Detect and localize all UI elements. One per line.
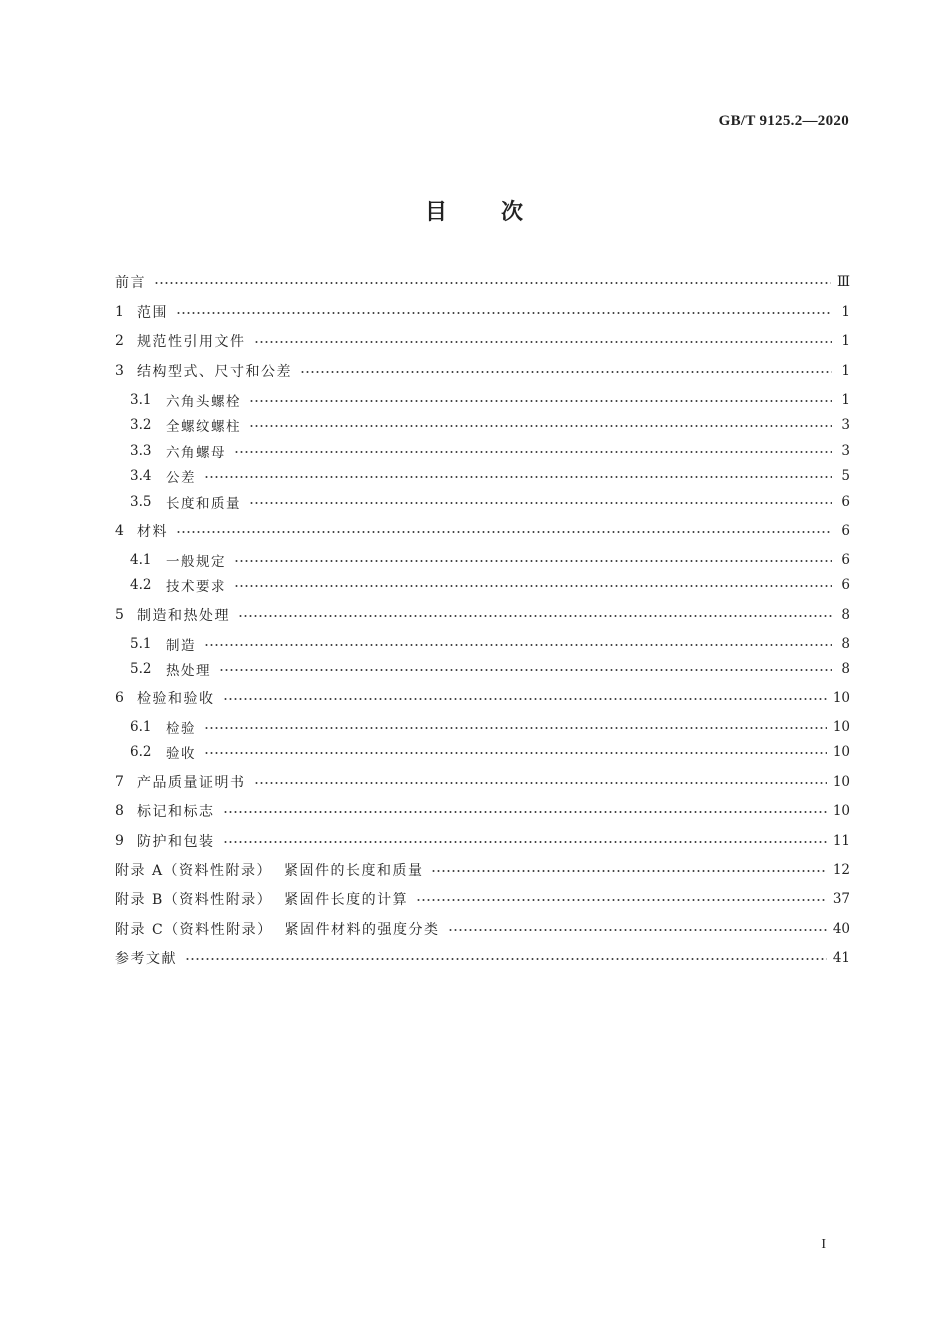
toc-leader [223, 841, 827, 843]
toc-leader [154, 282, 831, 284]
toc-leader [254, 341, 833, 343]
toc-page: 1 [841, 392, 850, 408]
toc-page: 10 [832, 719, 850, 735]
toc-number: 4.2 [130, 577, 152, 593]
toc-entry[interactable] [115, 770, 850, 794]
toc-number: 6.2 [130, 744, 152, 760]
toc-number: 3.1 [130, 392, 152, 408]
toc-label: 规范性引用文件 [137, 334, 246, 350]
toc-page: 3 [841, 417, 850, 433]
toc-subentry[interactable] [130, 740, 850, 764]
toc-leader [431, 870, 826, 872]
toc-page: 1 [841, 363, 850, 379]
toc-number: 4 [115, 523, 124, 539]
toc-subentry[interactable] [130, 490, 850, 514]
toc-page: 1 [841, 333, 850, 349]
toc-number: 9 [115, 833, 124, 849]
toc-page: 5 [841, 468, 850, 484]
toc-entry-appendix-c[interactable] [115, 917, 850, 941]
toc-label: 附录 C（资料性附录） 紧固件材料的强度分类 [115, 922, 440, 938]
toc-number: 1 [115, 304, 124, 320]
toc-entry-references[interactable] [115, 946, 850, 970]
toc-number: 3 [115, 363, 124, 379]
toc-label: 产品质量证明书 [137, 775, 246, 791]
toc-label: 前言 [115, 275, 146, 291]
toc-number: 6 [115, 690, 124, 706]
toc-subentry[interactable] [130, 632, 850, 656]
toc-leader [249, 502, 832, 504]
toc-page: 37 [832, 891, 850, 907]
page-number: I [821, 1237, 826, 1252]
toc-subentry[interactable] [130, 657, 850, 681]
toc-page: 6 [841, 577, 850, 593]
toc-page: 11 [832, 833, 850, 849]
toc-label: 验收 [166, 746, 196, 762]
toc-leader [249, 425, 832, 427]
toc-label: 材料 [137, 524, 168, 540]
toc-label: 六角螺母 [166, 445, 226, 461]
toc-leader [204, 644, 832, 646]
toc-entry[interactable] [115, 603, 850, 627]
toc-label: 长度和质量 [166, 496, 241, 512]
toc-number: 3.5 [130, 494, 152, 510]
toc-subentry[interactable] [130, 464, 850, 488]
toc-page: 10 [832, 690, 850, 706]
toc-page: 6 [841, 494, 850, 510]
toc-subentry[interactable] [130, 573, 850, 597]
toc-leader [238, 615, 832, 617]
toc-leader [234, 585, 832, 587]
toc-entry[interactable] [115, 686, 850, 710]
toc-label: 制造和热处理 [137, 608, 230, 624]
toc-page: Ⅲ [836, 274, 850, 290]
toc-subentry[interactable] [130, 439, 850, 463]
toc-entry-appendix-b[interactable] [115, 887, 850, 911]
toc-subentry[interactable] [130, 388, 850, 412]
toc-page: 8 [841, 607, 850, 623]
toc-entry-appendix-a[interactable] [115, 858, 850, 882]
title-char-1: 目 [424, 200, 449, 225]
toc-number: 5.1 [130, 636, 152, 652]
toc-entry[interactable] [115, 359, 850, 383]
toc-label: 技术要求 [166, 579, 226, 595]
toc-number: 5.2 [130, 661, 152, 677]
toc-label: 公差 [166, 470, 196, 486]
toc-entry[interactable] [115, 270, 850, 294]
toc-leader [234, 560, 832, 562]
toc-leader [204, 727, 827, 729]
toc-label: 检验和验收 [137, 691, 215, 707]
toc-leader [416, 899, 827, 901]
title-char-2: 次 [501, 200, 526, 225]
toc-label: 标记和标志 [137, 804, 215, 820]
toc-label: 六角头螺栓 [166, 394, 241, 410]
toc-page: 3 [841, 443, 850, 459]
toc-label: 防护和包装 [137, 834, 215, 850]
toc-page: 12 [832, 862, 850, 878]
toc-page: 1 [841, 304, 850, 320]
toc-leader [223, 698, 827, 700]
toc-page: 10 [832, 774, 850, 790]
toc-label: 参考文献 [115, 951, 177, 967]
toc-entry[interactable] [115, 300, 850, 324]
toc-label: 结构型式、尺寸和公差 [137, 364, 292, 380]
toc-entry[interactable] [115, 829, 850, 853]
toc-leader [204, 476, 832, 478]
toc-leader [204, 752, 827, 754]
toc-number: 3.3 [130, 443, 152, 459]
toc-number: 5 [115, 607, 124, 623]
toc-leader [185, 958, 827, 960]
toc-number: 2 [115, 333, 124, 349]
toc-page: 8 [841, 636, 850, 652]
toc-leader [448, 929, 827, 931]
toc-subentry[interactable] [130, 548, 850, 572]
toc-number: 3.4 [130, 468, 152, 484]
toc-label: 附录 A（资料性附录） 紧固件的长度和质量 [115, 863, 424, 879]
toc-label: 附录 B（资料性附录） 紧固件长度的计算 [115, 892, 409, 908]
toc-label: 制造 [166, 638, 196, 654]
toc-subentry[interactable] [130, 413, 850, 437]
toc-number: 8 [115, 803, 124, 819]
toc-number: 6.1 [130, 719, 152, 735]
toc-page: 6 [841, 523, 850, 539]
toc-leader [249, 400, 832, 402]
toc-page: 10 [832, 744, 850, 760]
toc-entry[interactable] [115, 519, 850, 543]
toc-page: 8 [841, 661, 850, 677]
toc-leader [176, 531, 832, 533]
toc-label: 一般规定 [166, 554, 226, 570]
toc-number: 7 [115, 774, 124, 790]
toc-leader [219, 669, 832, 671]
toc-page: 10 [832, 803, 850, 819]
toc-label: 热处理 [166, 663, 211, 679]
toc-leader [234, 451, 832, 453]
toc-leader [223, 811, 827, 813]
toc-subentry[interactable] [130, 715, 850, 739]
toc-label: 全螺纹螺柱 [166, 419, 241, 435]
toc-label: 范围 [137, 305, 168, 321]
toc-number: 3.2 [130, 417, 152, 433]
toc-number: 4.1 [130, 552, 152, 568]
toc-label: 检验 [166, 721, 196, 737]
toc-leader [300, 371, 832, 373]
toc-page: 40 [832, 921, 850, 937]
toc-entry[interactable] [115, 799, 850, 823]
page-title [0, 195, 950, 226]
toc-leader [254, 782, 827, 784]
toc-entry[interactable] [115, 329, 850, 353]
toc-leader [176, 312, 832, 314]
toc-page: 41 [832, 950, 850, 966]
standard-number: GB/T 9125.2—2020 [718, 113, 849, 129]
toc-page: 6 [841, 552, 850, 568]
